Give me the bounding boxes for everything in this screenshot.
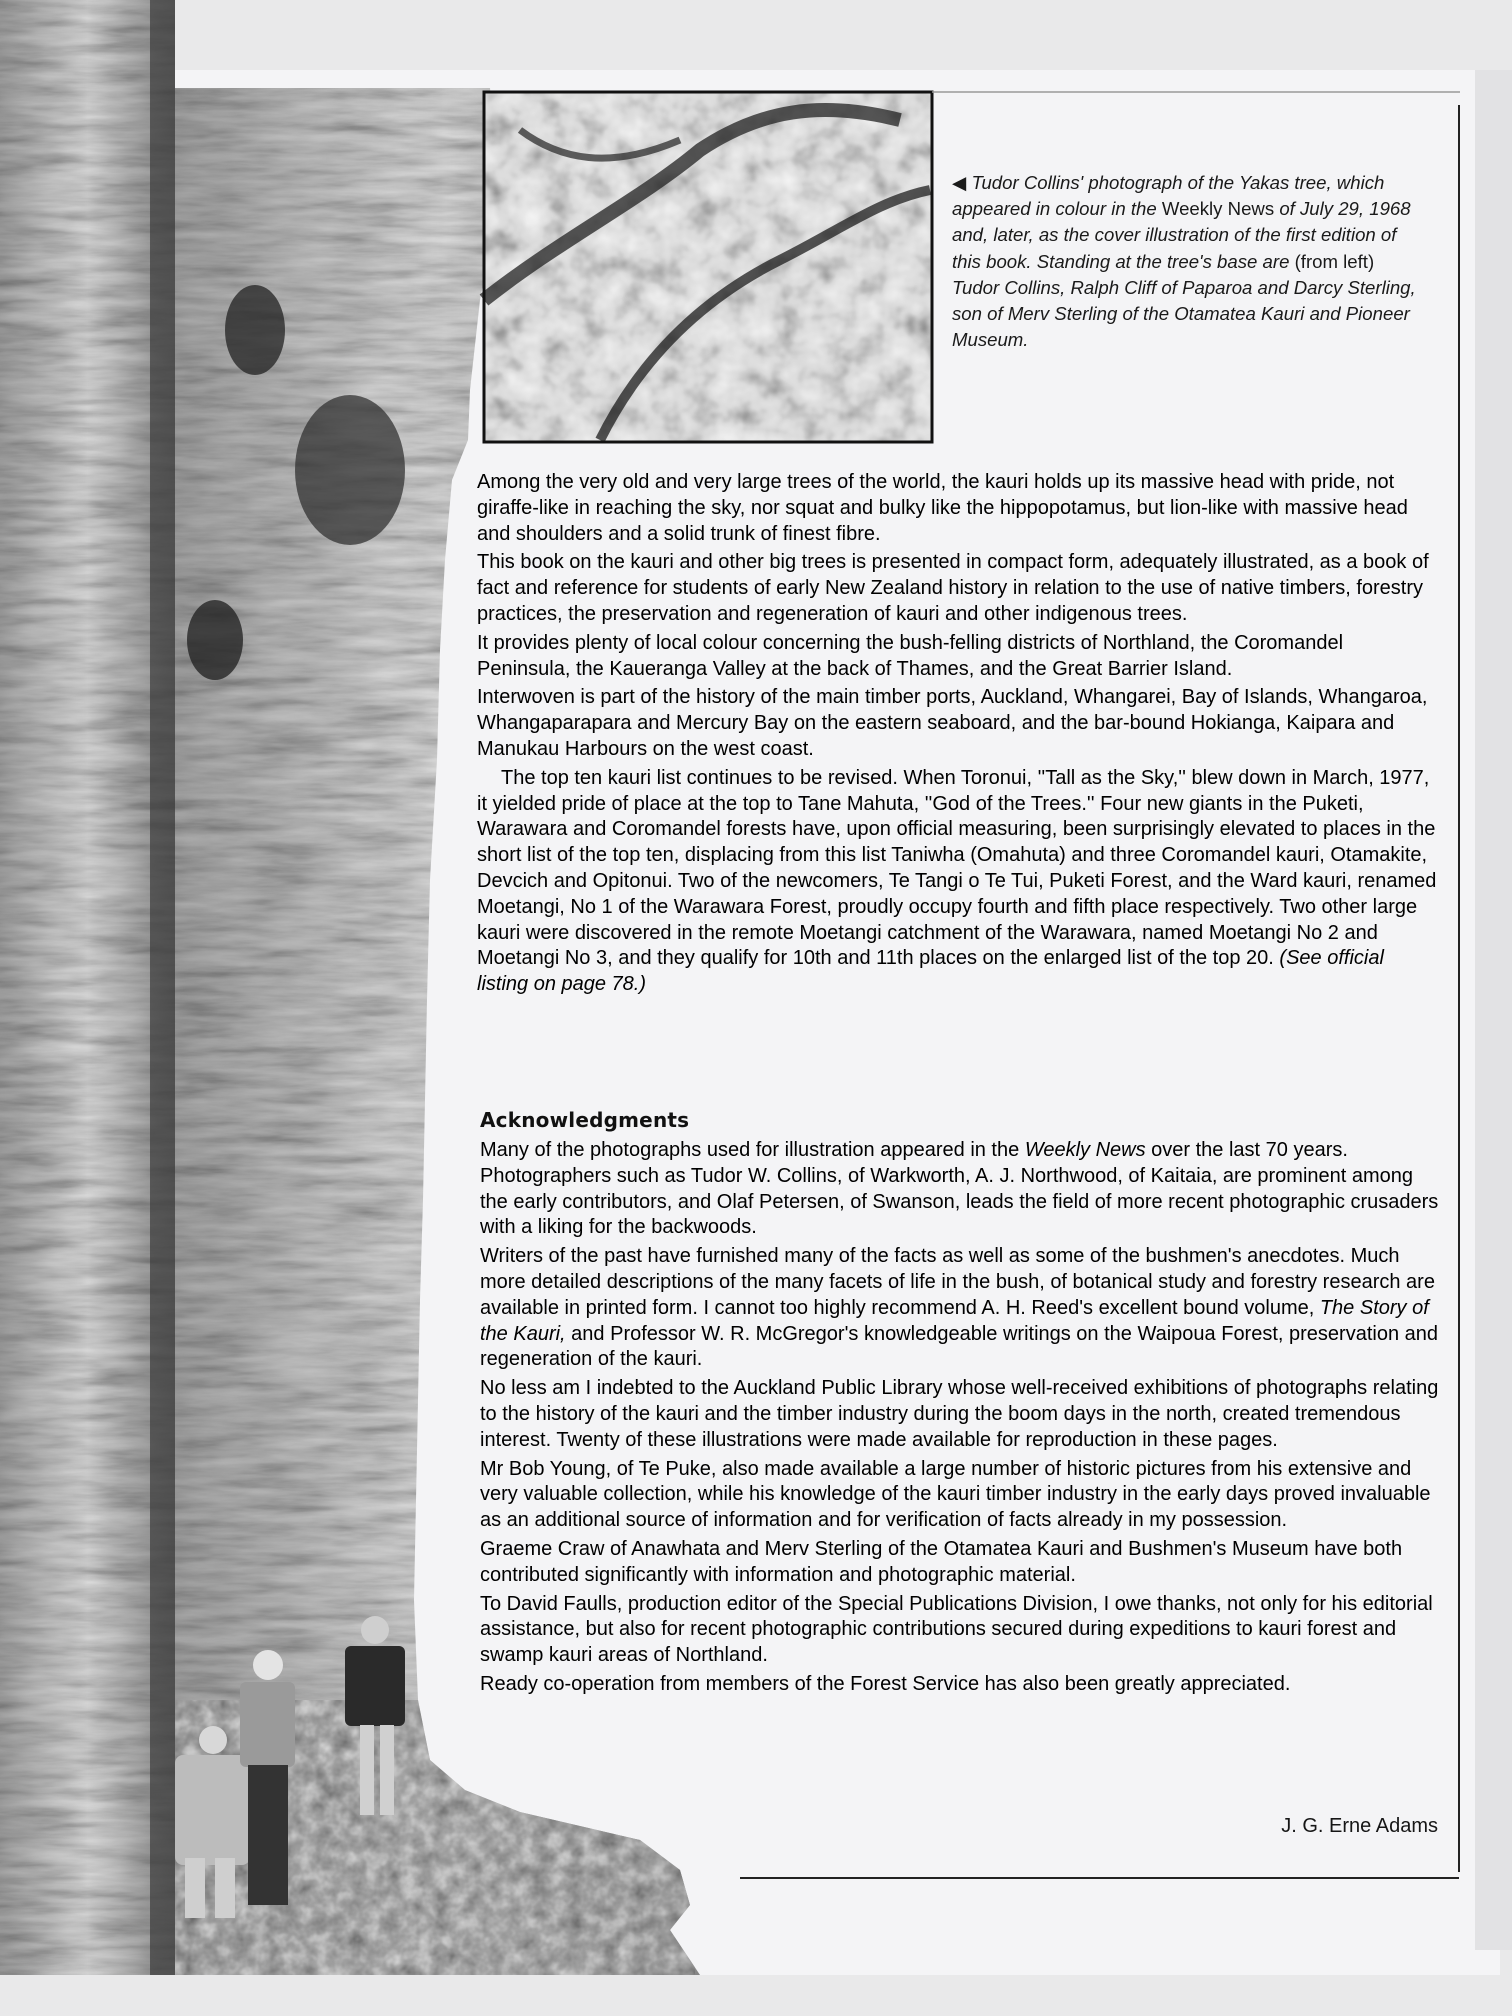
ack-paragraph: To David Faulls, production editor of the Special Publications Division, I owe thanks, not only for his editorial assistance, but also for recent photographic contributions secured during expeditions to kauri forest and swamp kauri areas of Northland.	[480, 1592, 1433, 1667]
ack-paragraph: Mr Bob Young, of Te Puke, also made available a large number of historic pictures from his extensive and very valuable collection, while his knowledge of the kauri timber industry in the early days proved invaluable as an additional source of information and for verification of facts already in my possession.	[480, 1457, 1431, 1532]
acknowledgments-text	[480, 1138, 1440, 1701]
ack-publication: Weekly News	[1024, 1139, 1146, 1161]
caption-text-1: Tudor Collins' photograph of the Yakas tree, which appeared in colour in the	[952, 172, 1385, 220]
intro-paragraph: Interwoven is part of the history of the main timber ports, Auckland, Whangarei, Bay of Islands, Whangaroa, Whangaparapara and Mercury Bay on the eastern seaboard, and the bar-bound Hokianga, Kaipara and Manukau Harbours on the west coast.	[477, 686, 1428, 760]
ack-paragraph	[480, 1138, 1440, 1241]
intro-paragraph-top-ten	[477, 766, 1437, 998]
canopy-photo	[484, 92, 932, 442]
ack-text: over the last 70 years. Photographers such as Tudor W. Collins, of Warkworth, A. J. Northwood, of Kaitaia, are prominent among the early contributors, and Olaf Petersen, of Swanson, leads the field of more recent photographic crusaders with a liking for the backwoods.	[480, 1139, 1439, 1239]
caption-marker-icon: ◀	[952, 172, 967, 193]
intro-paragraph: This book on the kauri and other big trees is presented in compact form, adequately illustrated, as a book of fact and reference for students of early New Zealand history in relation to the use of native timbers, forestry practices, the preservation and regeneration of kauri and other indigenous trees.	[477, 551, 1429, 625]
ack-text: and Professor W. R. McGregor's knowledgeable writings on the Waipoua Forest, preservation and regeneration of the kauri.	[480, 1322, 1438, 1371]
ack-text: Writers of the past have furnished many of the facts as well as some of the bushmen's anecdotes. Much more detailed descriptions of the many facets of life in the bush, of botanical study and forestry research are available in printed form. I cannot too highly recommend A. H. Reed's excellent bound volume,	[480, 1245, 1435, 1319]
ack-paragraph: No less am I indebted to the Auckland Public Library whose well-received exhibitions of photographs relating to the history of the kauri and the timber industry during the boom days in the north, created tremendous interest. Twenty of these illustrations were made available for reproduction in these pages.	[480, 1377, 1439, 1451]
photo-caption	[952, 170, 1422, 353]
ack-paragraph: Graeme Craw of Anawhata and Merv Sterling of the Otamatea Kauri and Bushmen's Museum have both contributed significantly with information and photographic material.	[480, 1537, 1403, 1586]
ack-text: Many of the photographs used for illustration appeared in the	[480, 1139, 1020, 1161]
ack-paragraph	[480, 1244, 1440, 1373]
author-signature: J. G. Erne Adams	[1281, 1815, 1438, 1837]
intro-text	[477, 470, 1437, 1001]
intro-top-ten-text: The top ten kauri list continues to be revised. When Toronui, ''Tall as the Sky,'' blew down in March, 1977, it yielded pride of place at the top to Tane Mahuta, ''God of the Trees.'' Four new giants in the Puketi, Warawara and Coromandel forests have, upon official measuring, been surprisingly elevated to places in the short list of the top ten, displacing from this list Taniwha (Omahuta) and three Coromandel kauri, Otamakite, Devcich and Opitonui. Two of the newcomers, Te Tangi o Te Tui, Puketi Forest, and the Ward kauri, renamed Moetangi, No 1 of the Warawara Forest, proudly occupy fourth and fifth place respectively. Two other large kauri were discovered in the remote Moetangi catchment of the Warawara, named Moetangi No 2 and Moetangi No 3, and they qualify for 10th and 11th places on the enlarged list of the top 20.	[477, 766, 1437, 970]
intro-page-reference: (See official listing on page 78.)	[477, 947, 1384, 996]
intro-paragraph: Among the very old and very large trees of the world, the kauri holds up its massive head with pride, not giraffe-like in reaching the sky, nor squat and bulky like the hippopotamus, but lion-like with massive head and shoulders and a solid trunk of finest fibre.	[477, 471, 1408, 545]
caption-text-2: of July 29, 1968 and, later, as the cover illustration of the first edition of this book. Standing at the tree's base are	[952, 198, 1411, 272]
acknowledgments-heading: Acknowledgments	[480, 1108, 690, 1132]
caption-publication: Weekly News	[1161, 198, 1275, 220]
caption-upright: (from left)	[1294, 250, 1375, 272]
ack-paragraph: Ready co-operation from members of the Forest Service has also been greatly appreciated.	[480, 1672, 1291, 1695]
caption-text-3: Tudor Collins, Ralph Cliff of Paparoa and Darcy Sterling, son of Merv Sterling of the Otamatea Kauri and Pioneer Museum.	[952, 276, 1416, 351]
left-page-bark-photo	[0, 0, 175, 1975]
ack-book-title: The Story of the Kauri,	[480, 1296, 1429, 1345]
intro-paragraph: It provides plenty of local colour concerning the bush-felling districts of Northland, the Coromandel Peninsula, the Kaueranga Valley at the back of Thames, and the Great Barrier Island.	[477, 631, 1344, 680]
